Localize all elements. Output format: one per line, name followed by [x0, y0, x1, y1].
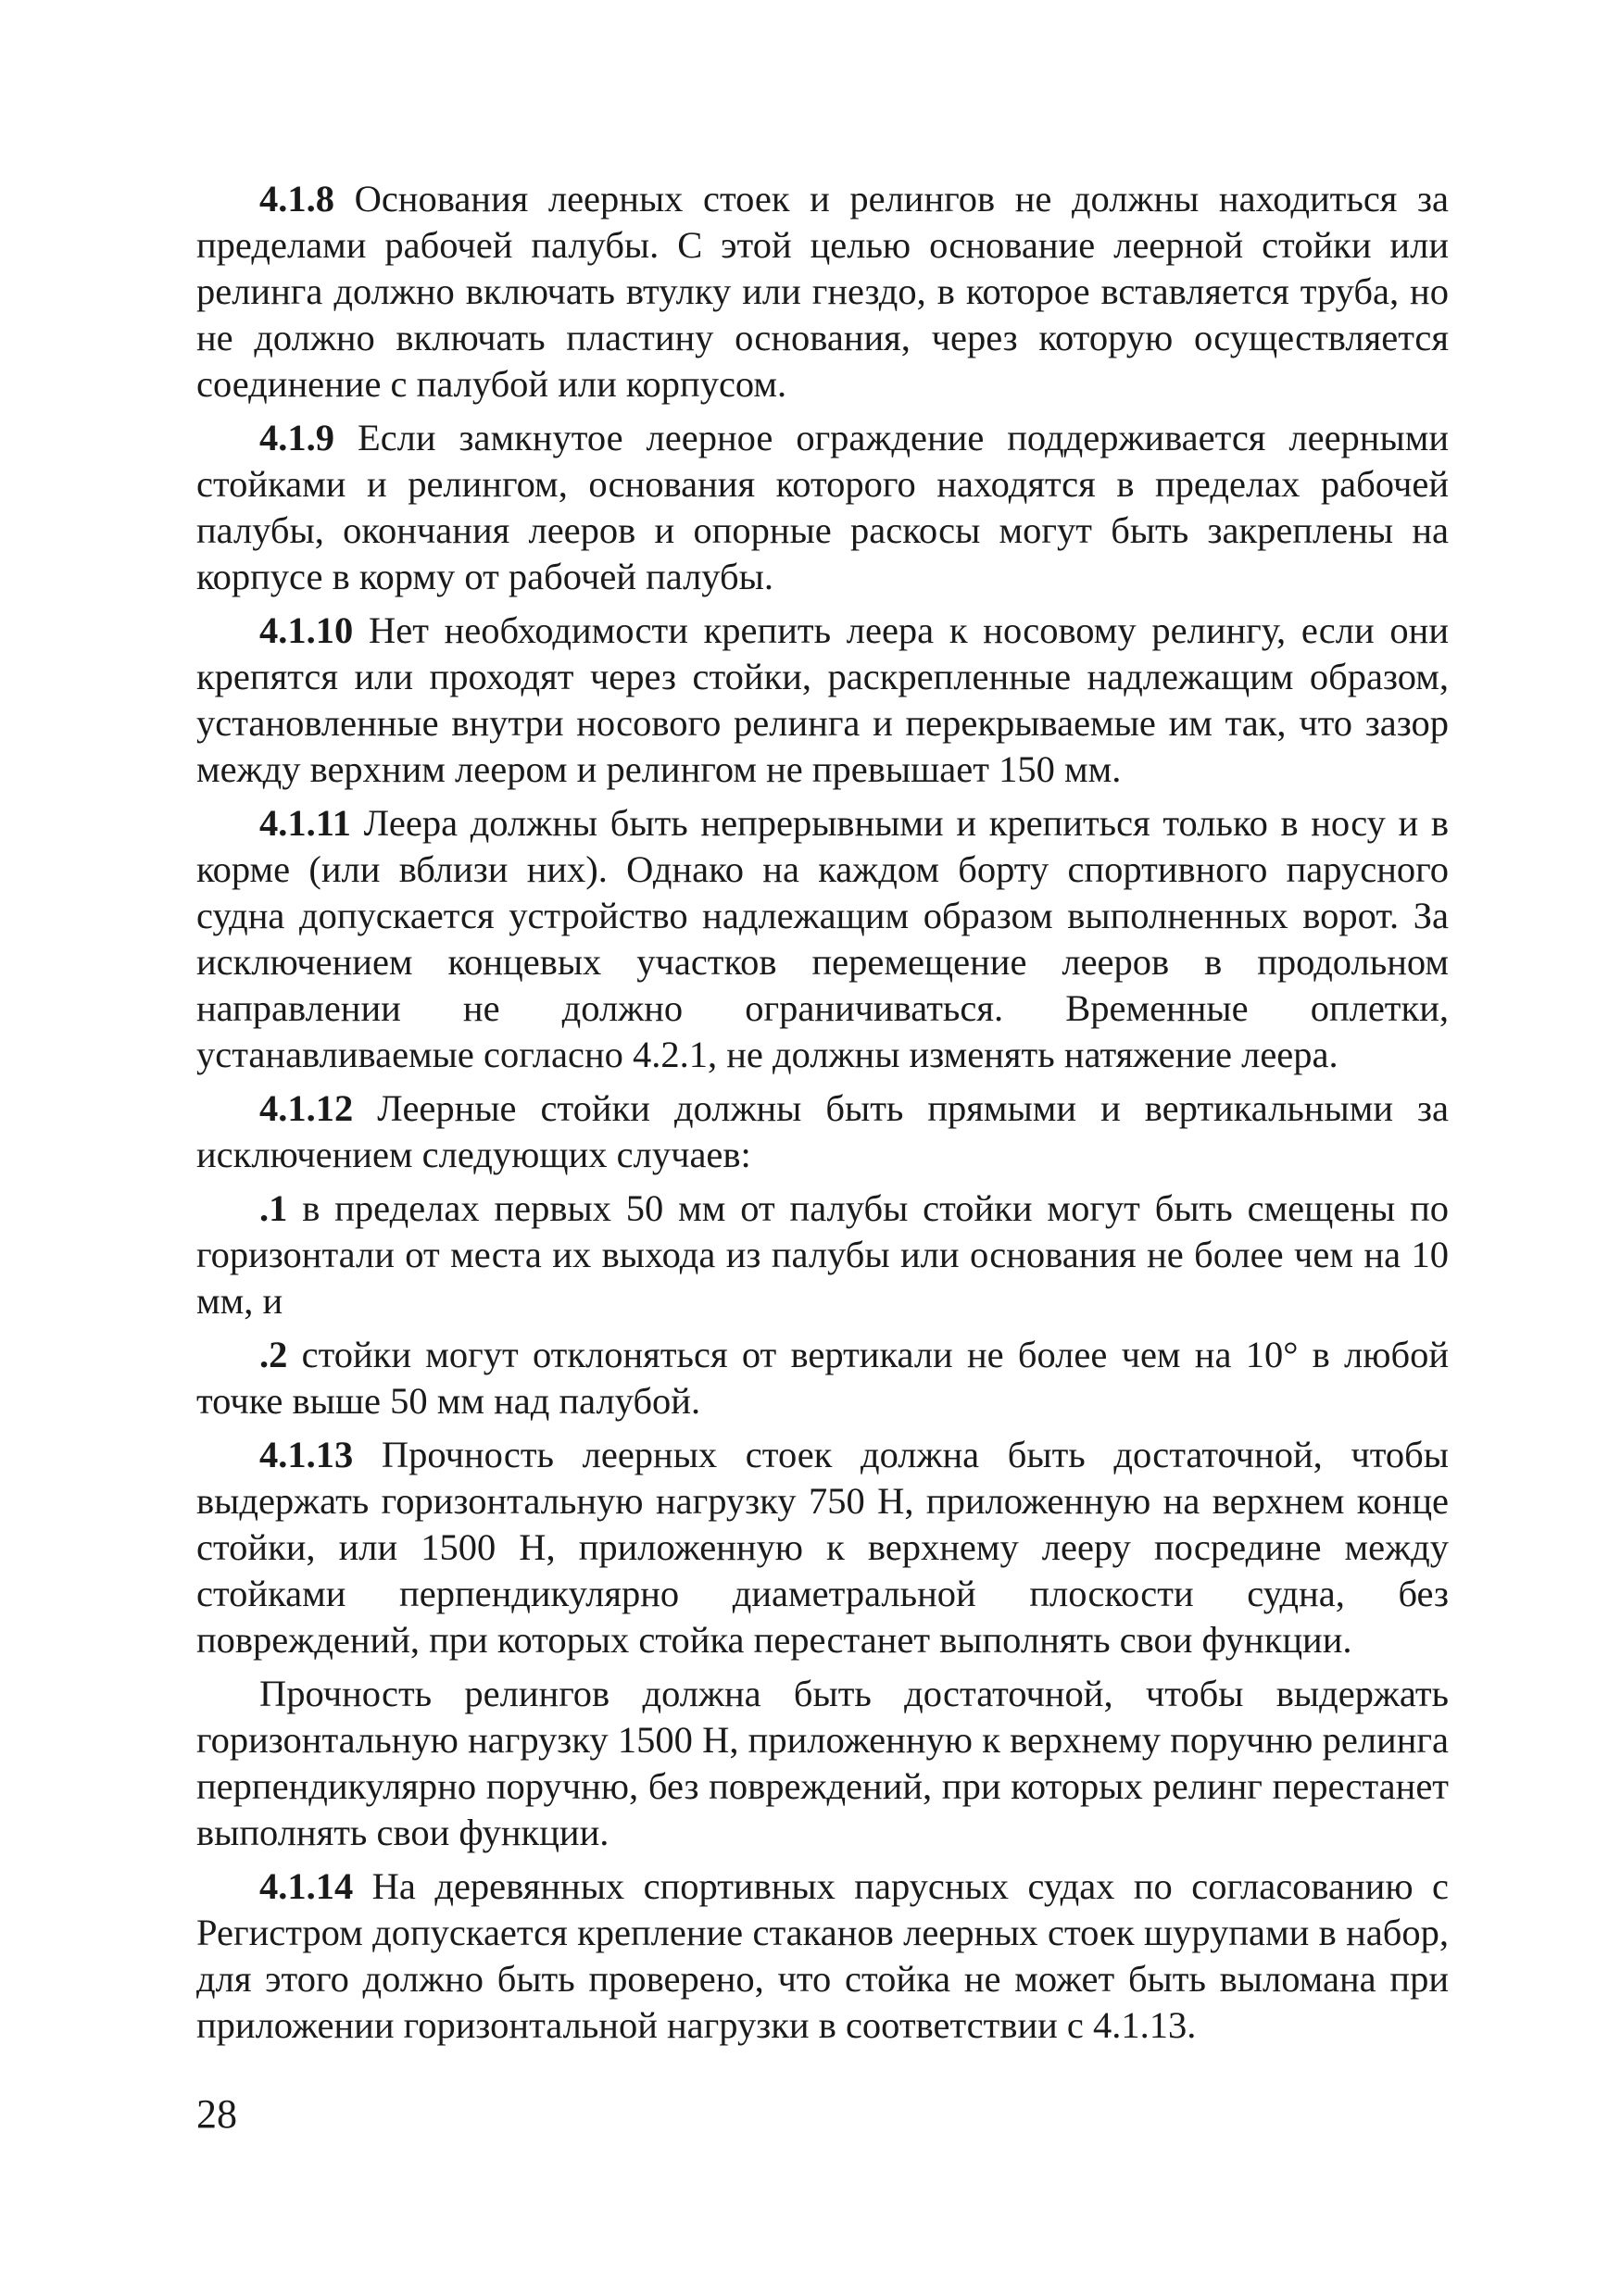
subitem-number: .1 [259, 1187, 288, 1229]
paragraph-4-1-8 [196, 176, 1449, 408]
clause-text: Леерные стойки должны быть прямыми и вертикальными за исключением следующих случаев: [196, 1087, 1449, 1175]
clause-number: 4.1.11 [259, 802, 352, 844]
paragraph-4-1-14 [196, 1863, 1449, 2049]
clause-text: Прочность релингов должна быть достаточной, чтобы выдержать горизонтальную нагрузку 1500 Н, приложенную к верхнему поручню релинга перпендикулярно поручню, без повреждений, при которых релинг перестанет выполнять свои функции. [196, 1673, 1449, 1853]
clause-text: Если замкнутое леерное ограждение поддерживается леерными стойками и релингом, основания которого находятся в пределах рабочей палубы, окончания лееров и опорные раскосы могут быть закреплены на корпусе в корму от рабочей палубы. [196, 417, 1449, 597]
clause-text: Леера должны быть непрерывными и крепиться только в носу и в корме (или вблизи них). Однако на каждом борту спортивного парусного судна допускается устройство надлежащим образом выполненных ворот. За исключением концевых участков перемещение лееров в продольном направлении не должно ограничиваться. Временные оплетки, устанавливаемые согласно 4.2.1, не должны изменять натяжение леера. [196, 802, 1449, 1075]
subitem-number: .2 [259, 1334, 288, 1375]
clause-number: 4.1.10 [259, 609, 354, 651]
paragraph-4-1-10 [196, 608, 1449, 793]
paragraph-4-1-13 [196, 1432, 1449, 1663]
clause-number: 4.1.8 [259, 178, 334, 220]
clause-number: 4.1.13 [259, 1434, 354, 1475]
subitem-text: в пределах первых 50 мм от палубы стойки могут быть смещены по горизонтали от места их выхода из палубы или основания не более чем на 10 мм, и [196, 1187, 1449, 1322]
clause-number: 4.1.12 [259, 1087, 354, 1129]
paragraph-4-1-11 [196, 800, 1449, 1078]
paragraph-4-1-13-continued [196, 1671, 1449, 1856]
clause-text: Прочность леерных стоек должна быть достаточной, чтобы выдержать горизонтальную нагрузку 750 Н, приложенную на верхнем конце стойки, или 1500 Н, приложенную к верхнему лееру посредине между стойками перпендикулярно диаметральной плоскости судна, без повреждений, при которых стойка перестанет выполнять свои функции. [196, 1434, 1449, 1661]
paragraph-4-1-12 [196, 1085, 1449, 1178]
subitem-text: стойки могут отклоняться от вертикали не более чем на 10° в любой точке выше 50 мм над палубой. [196, 1334, 1449, 1422]
clause-text: Основания леерных стоек и релингов не должны находиться за пределами рабочей палубы. С этой целью основание леерной стойки или релинга должно включать втулку или гнездо, в которое вставляется труба, но не должно включать пластину основания, через которую осуществляется соединение с палубой или корпусом. [196, 178, 1449, 405]
paragraph-4-1-9 [196, 415, 1449, 600]
clause-text: На деревянных спортивных парусных судах по согласованию с Регистром допускается крепление стаканов леерных стоек шурупами в набор, для этого должно быть проверено, что стойка не может быть выломана при приложении горизонтальной нагрузки в соответствии с 4.1.13. [196, 1865, 1449, 2046]
page-number: 28 [196, 2091, 237, 2137]
subitem-1 [196, 1186, 1449, 1324]
clause-number: 4.1.14 [259, 1865, 354, 1907]
clause-text: Нет необходимости крепить леера к носовому релингу, если они крепятся или проходят через стойки, раскрепленные надлежащим образом, установленные внутри носового релинга и перекрываемые им так, что зазор между верхним леером и релингом не превышает 150 мм. [196, 609, 1449, 790]
clause-number: 4.1.9 [259, 417, 334, 458]
body-text [196, 176, 1449, 2056]
subitem-2 [196, 1332, 1449, 1424]
